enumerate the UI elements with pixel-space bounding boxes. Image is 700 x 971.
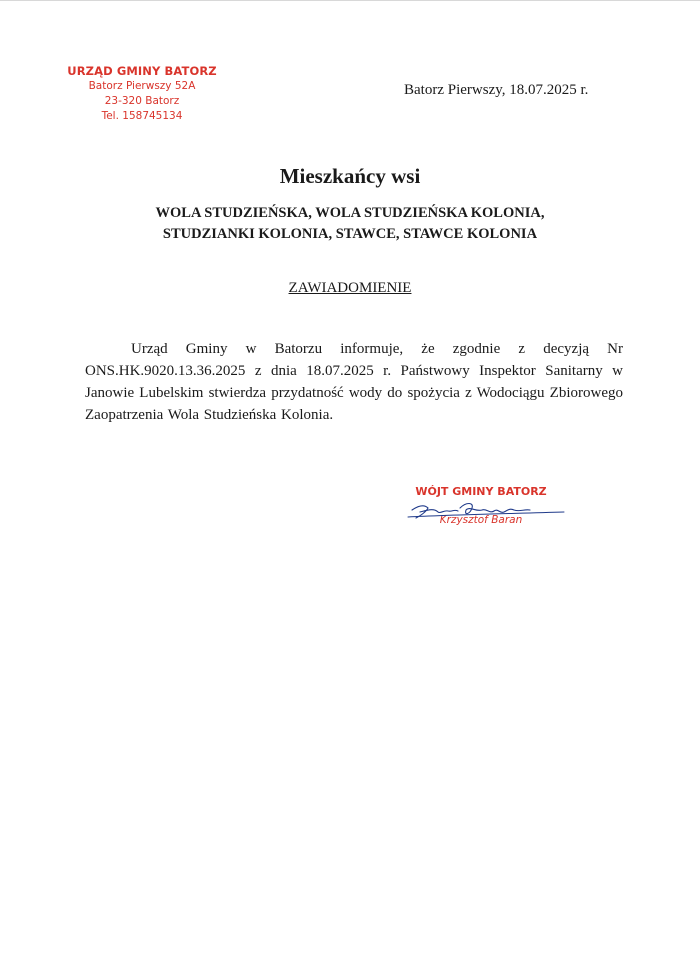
signature-name: Krzysztof Baran	[439, 514, 523, 526]
signature-role: WÓJT GMINY BATORZ	[415, 485, 547, 498]
villages-line-1: WOLA STUDZIEŃSKA, WOLA STUDZIEŃSKA KOLONIA,	[155, 205, 545, 221]
notice-paragraph: Urząd Gminy w Batorzu informuje, że zgodnie z decyzją Nr ONS.HK.9020.13.36.2025 z dnia 18.07.2025 r. Państwowy Inspektor Sanitarny w Janowie Lubelskim stwierdza przydatność wody do spożycia z Wodociągu Zbiorowego Zaopatrzenia Wola Studzieńska Kolonia.	[85, 341, 623, 423]
stamp-address-street: Batorz Pierwszy 52A	[88, 80, 196, 92]
handwritten-signature	[404, 496, 574, 526]
stamp-address-postal: 23-320 Batorz	[104, 95, 180, 107]
place-and-date: Batorz Pierwszy, 18.07.2025 r.	[404, 82, 589, 98]
notice-title: ZAWIADOMIENIE	[288, 280, 412, 296]
sender-stamp	[62, 64, 222, 124]
villages-list	[0, 203, 700, 245]
notice-body	[85, 338, 623, 426]
villages-line-2: STUDZIANKI KOLONIA, STAWCE, STAWCE KOLONIA	[162, 226, 538, 242]
stamp-office-name: URZĄD GMINY BATORZ	[67, 64, 217, 78]
addressee-heading: Mieszkańcy wsi	[279, 164, 421, 188]
stamp-phone: Tel. 158745134	[101, 110, 183, 122]
page-edge-line	[0, 0, 700, 1]
